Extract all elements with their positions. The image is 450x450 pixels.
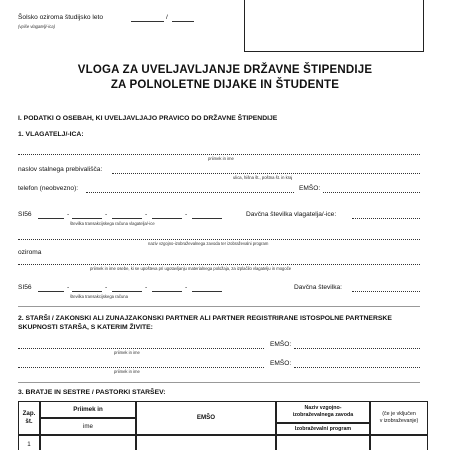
phone-label: telefon (neobvezno): bbox=[18, 185, 79, 192]
col-header-enrolled bbox=[370, 401, 428, 435]
applicant-name-field[interactable] bbox=[18, 154, 420, 155]
school-year-to-field[interactable] bbox=[172, 21, 194, 22]
si56-label: SI56 bbox=[18, 211, 32, 218]
col-header-surname: Priimek in bbox=[40, 401, 136, 418]
parent1-name-hint: priimek in ime bbox=[114, 350, 140, 355]
section-divider-1 bbox=[18, 306, 420, 307]
applicant-name-hint: priimek in ime bbox=[208, 156, 234, 161]
tax-number-field[interactable] bbox=[352, 218, 420, 219]
form-title-line2: ZA POLNOLETNE DIJAKE IN ŠTUDENTE bbox=[110, 79, 340, 91]
account-segment[interactable] bbox=[38, 291, 64, 292]
account-segment[interactable] bbox=[112, 218, 142, 219]
parent2-name-field[interactable] bbox=[18, 367, 264, 368]
emso-label: EMŠO: bbox=[299, 185, 321, 192]
col-header-institution bbox=[276, 401, 370, 423]
account-segment-separator: - bbox=[67, 211, 70, 218]
parent2-name-hint: priimek in ime bbox=[114, 369, 140, 374]
phone-field[interactable] bbox=[86, 192, 294, 193]
row-emso-cell[interactable] bbox=[136, 435, 276, 450]
col-header-no-line1: Zap. bbox=[22, 410, 36, 417]
emso-field[interactable] bbox=[323, 192, 420, 193]
col-header-name: ime bbox=[40, 418, 136, 435]
address-field[interactable] bbox=[112, 173, 420, 174]
account-hint-2: številka transakcijskega računa bbox=[70, 294, 128, 299]
parent2-emso-label: EMŠO: bbox=[270, 360, 292, 367]
account-segment[interactable] bbox=[192, 218, 222, 219]
parent1-emso-field[interactable] bbox=[294, 348, 420, 349]
account-segment[interactable] bbox=[112, 291, 142, 292]
account-segment-separator: - bbox=[105, 211, 108, 218]
section-divider-2 bbox=[18, 382, 420, 383]
row-enrolled-cell[interactable] bbox=[370, 435, 428, 450]
account-segment[interactable] bbox=[38, 218, 64, 219]
account-hint: številka transakcijskega računa vlagatelja/-ice bbox=[70, 221, 155, 226]
guardian-name-field[interactable] bbox=[18, 264, 420, 265]
col-header-enrolled-line2: v izobraževanje) bbox=[379, 418, 419, 424]
section1-heading: I. PODATKI O OSEBAH, KI UVELJAVLJAJO PRAVICO DO DRŽAVNE ŠTIPENDIJE bbox=[18, 115, 278, 122]
school-year-label: Šolsko oziroma študijsko leto bbox=[18, 14, 104, 21]
or-label: oziroma bbox=[18, 249, 42, 256]
account-segment-separator: - bbox=[67, 284, 70, 291]
account-segment-separator: - bbox=[105, 284, 108, 291]
account-segment[interactable] bbox=[192, 291, 222, 292]
col-header-no-line2: št. bbox=[25, 418, 33, 425]
school-year-hint: (vpiše vlagatelj/-ica) bbox=[18, 24, 56, 29]
col-header-program: Izobraževalni program bbox=[276, 423, 370, 435]
tax-number-label-2: Davčna številka: bbox=[294, 284, 343, 291]
col-header-enrolled-line1: (če je vključen bbox=[382, 411, 416, 418]
section2-heading-line1: 2. STARŠI / ZAKONSKI ALI ZUNAJZAKONSKI PARTNER ALI PARTNER REGISTRIRANE ISTOSPOLNE PARTNERSKE bbox=[18, 315, 392, 322]
parent1-name-field[interactable] bbox=[18, 348, 264, 349]
school-year-from-field[interactable] bbox=[131, 21, 164, 22]
section2-heading-line2: SKUPNOSTI STARŠA, S KATERIM ŽIVITE: bbox=[18, 324, 153, 331]
section3-heading: 3. BRATJE IN SESTRE / PASTORKI STARŠEV: bbox=[18, 389, 166, 396]
row-institution-cell[interactable] bbox=[276, 435, 370, 450]
account-segment-separator: - bbox=[185, 284, 188, 291]
account-segment[interactable] bbox=[72, 291, 102, 292]
account-segment[interactable] bbox=[152, 291, 182, 292]
applicant-heading: 1. VLAGATELJ/-ICA: bbox=[18, 131, 84, 138]
col-header-no bbox=[18, 401, 40, 435]
col-header-institution-line2: izobraževalnega zavoda bbox=[292, 412, 354, 418]
col-header-emso: EMŠO bbox=[136, 401, 276, 435]
account-segment-separator: - bbox=[145, 211, 148, 218]
account-segment-separator: - bbox=[185, 211, 188, 218]
guardian-hint: priimek in ime osebe, ki se upošteva pri ugotavljanju materialnega položaja, za izplačilo vlagatelju in mogoče bbox=[90, 266, 292, 271]
account-segment[interactable] bbox=[72, 218, 102, 219]
parent1-emso-label: EMŠO: bbox=[270, 341, 292, 348]
tax-number-label: Davčna številka vlagatelja/-ice: bbox=[246, 211, 337, 218]
parent2-emso-field[interactable] bbox=[294, 367, 420, 368]
tax-number-field-2[interactable] bbox=[352, 291, 420, 292]
row-name-cell[interactable] bbox=[40, 435, 136, 450]
col-header-institution-line1: Naziv vzgojno- bbox=[304, 405, 342, 412]
office-stamp-box bbox=[244, 0, 424, 52]
form-title-line1: VLOGA ZA UVELJAVLJANJE DRŽAVNE ŠTIPENDIJE bbox=[77, 64, 373, 76]
school-program-field[interactable] bbox=[18, 239, 420, 240]
account-segment-separator: - bbox=[145, 284, 148, 291]
school-year-slash: / bbox=[166, 14, 168, 21]
school-program-hint: naziv vzgojno-izobraževalnega zavoda ter izobraževalni program bbox=[148, 241, 269, 246]
account-segment[interactable] bbox=[152, 218, 182, 219]
address-label: naslov stalnega prebivališča: bbox=[18, 166, 103, 173]
si56-label-2: SI56 bbox=[18, 284, 32, 291]
row-number: 1 bbox=[18, 435, 40, 450]
address-hint: ulica, hišna št., poštna št. in kraj bbox=[233, 175, 293, 180]
